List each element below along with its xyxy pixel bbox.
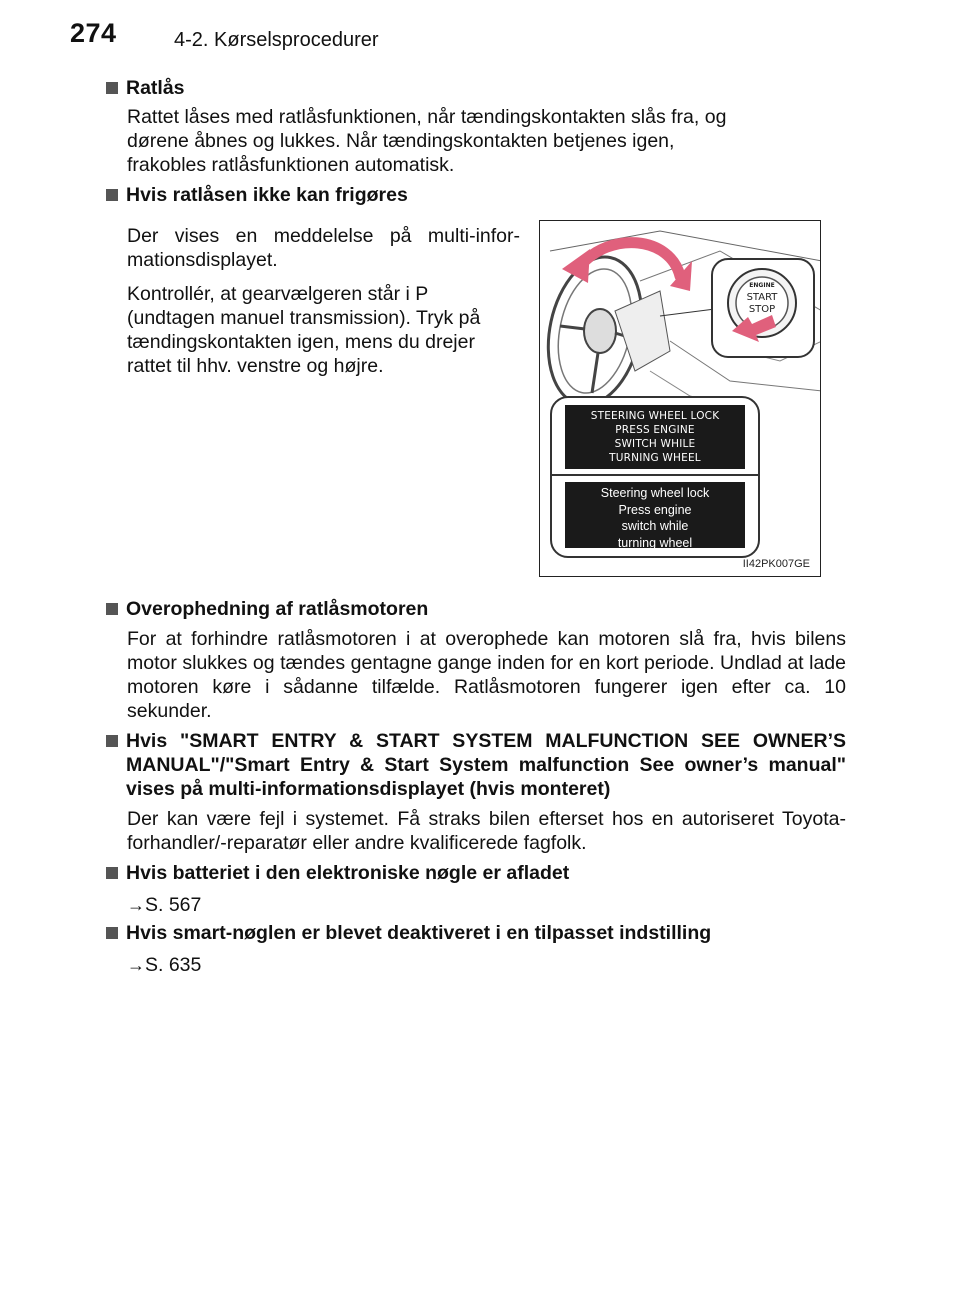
- chapter-title: 4-2. Kørselsprocedurer: [174, 29, 379, 51]
- section-heading: Overophedning af ratlåsmotoren: [106, 597, 846, 621]
- multi-info-display: [550, 396, 760, 558]
- section-overheating: [106, 597, 846, 723]
- section-smart-entry-malfunction: [106, 729, 846, 855]
- square-bullet-icon: [106, 82, 118, 94]
- square-bullet-icon: [106, 867, 118, 879]
- display-divider: [552, 474, 758, 476]
- arrow-icon: →: [127, 955, 145, 975]
- section-smart-key-deactivated: [106, 921, 846, 977]
- display-message-upper: STEERING WHEEL LOCK PRESS ENGINE SWITCH WHILE TURNING WHEEL: [565, 405, 745, 469]
- section-paragraph: Rattet låses med ratlåsfunktionen, når tændingskontakten slås fra, og dørene åbnes og lukkes. Når tændingskontakten betjenes igen, frakobles ratlåsfunktionen automatisk.: [127, 106, 727, 176]
- section-heading: Hvis smart-nøglen er blevet deaktiveret i en tilpasset indstilling: [106, 921, 846, 945]
- square-bullet-icon: [106, 927, 118, 939]
- section-paragraph: For at forhindre ratlåsmotoren i at overophede kan motoren slå fra, hvis bilens motor slukkes og tændes gentagne gange inden for en kort periode. Undlad at lade motoren køre i sådanne tilfælde. Ratlåsmotoren fungerer igen efter ca. 10 sekunder.: [127, 628, 846, 722]
- square-bullet-icon: [106, 735, 118, 747]
- button-label-stop: STOP: [748, 304, 776, 315]
- page-reference: →S. 567: [127, 894, 202, 916]
- section-heading: Hvis ratlåsen ikke kan frigøres: [106, 183, 520, 207]
- section-key-battery: [106, 861, 846, 917]
- figure-code: II42PK007GE: [742, 558, 810, 570]
- section-heading: Hvis batteriet i den elektroniske nøgle er afladet: [106, 861, 846, 885]
- steering-lock-figure: [539, 220, 821, 577]
- steering-wheel-illustration: [540, 221, 821, 421]
- display-message-lower: Steering wheel lock Press engine switch while turning wheel: [565, 482, 745, 548]
- section-paragraph: Der vises en meddelelse på multi-infor-mationsdisplayet.: [127, 225, 520, 271]
- section-heading: Ratlås: [106, 76, 750, 100]
- button-label-start: START: [746, 292, 778, 303]
- section-ratlas: [106, 76, 750, 177]
- arrow-icon: →: [127, 895, 145, 915]
- section-heading: Hvis "SMART ENTRY & START SYSTEM MALFUNCTION SEE OWNER’S MANUAL"/"Smart Entry & Start System malfunction See owner’s manual" vises på multi-informationsdisplayet (hvis monteret): [106, 729, 846, 801]
- section-paragraph: Der kan være fejl i systemet. Få straks bilen efterset hos en autoriseret Toyota-forhandler/-reparatør eller andre kvalificerede fagfolk.: [127, 808, 846, 854]
- page-number: 274: [70, 18, 117, 48]
- section-unlock-fail: [106, 183, 520, 378]
- page-reference: →S. 635: [127, 954, 202, 976]
- section-paragraph: Kontrollér, at gearvælgeren står i P (undtagen manuel transmission). Tryk på tændingskontakten igen, mens du drejer rattet til hhv. venstre og højre.: [127, 283, 481, 377]
- square-bullet-icon: [106, 189, 118, 201]
- square-bullet-icon: [106, 603, 118, 615]
- button-label-engine: ENGINE: [749, 282, 775, 289]
